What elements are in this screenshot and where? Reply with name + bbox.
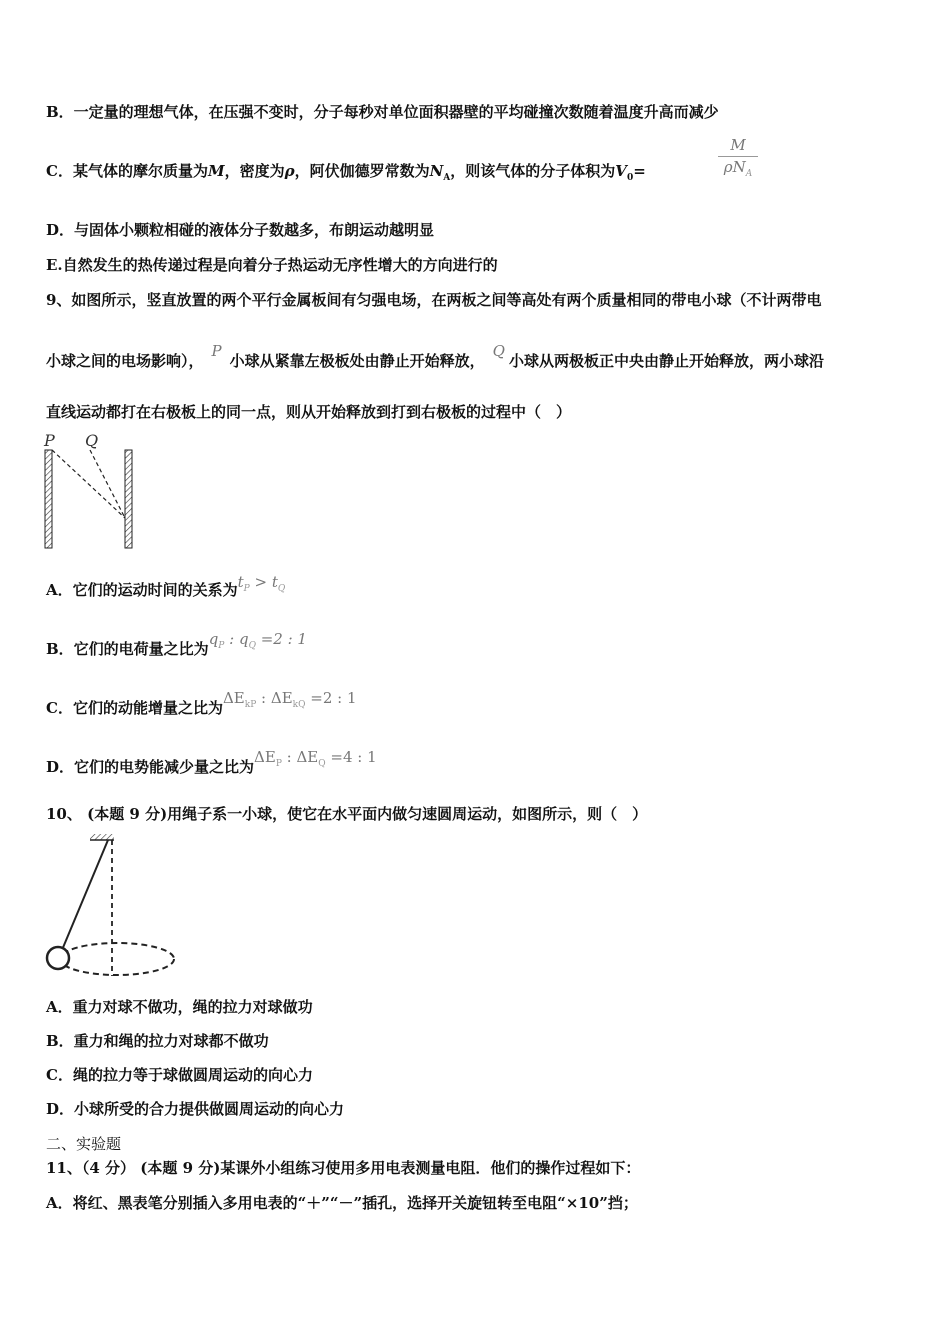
var-NA: N <box>429 162 444 180</box>
equals-sign: = <box>633 162 646 180</box>
frac-A-sub: A <box>745 169 753 179</box>
question-10-stem: 10、 (本题 9 分)用绳子系一小球，使它在水平面内做匀速圆周运动，如图所示，则（ ） <box>46 805 648 823</box>
fig-label-p: P <box>44 431 55 450</box>
option-9b <box>46 630 307 666</box>
frac-rho: ρ <box>723 158 733 176</box>
var-rho: ρ <box>284 162 295 180</box>
section-heading-experiment: 二、实验题 <box>46 1135 122 1153</box>
option-9a <box>46 573 286 607</box>
fig-label-q: Q <box>85 431 99 450</box>
question-11-stem: 11、（4 分） (本题 9 分)某课外小组练习使用多用电表测量电阻．他们的操作过程如下： <box>46 1159 641 1177</box>
option-9b-formula: $q_P$ : $q_Q =2$ : 1 <box>208 630 307 651</box>
circular-path <box>60 943 174 975</box>
fraction-m-over-rho-na <box>718 136 758 184</box>
option-8c-text-c: ，阿伏伽德罗常数为 <box>294 162 430 180</box>
option-8c-text-b: ，密度为 <box>224 162 285 180</box>
option-9d-text: D．它们的电势能减少量之比为 <box>46 758 255 776</box>
option-10b: B．重力和绳的拉力对球都不做功 <box>46 1032 269 1050</box>
option-9c <box>46 689 357 725</box>
right-plate <box>125 450 132 548</box>
question-9-line1: 9、如图所示，竖直放置的两个平行金属板间有匀强电场，在两板之间等高处有两个质量相同的带电小球（不计两带电 <box>46 291 822 309</box>
fraction-numerator: M <box>730 136 746 154</box>
var-V0-sub: 0 <box>626 173 634 183</box>
var-Q: Q <box>492 342 505 360</box>
option-10a: A．重力对球不做功，绳的拉力对球做功 <box>46 998 313 1016</box>
question-11-step-a: A．将红、黑表笔分别插入多用电表的“＋”“－”插孔，选择开关旋钮转至电阻“×10”挡； <box>46 1194 638 1212</box>
q9-line2-c: 小球从两极板正中央由静止开始释放，两小球沿 <box>508 352 824 370</box>
frac-N: N <box>732 158 746 176</box>
var-V0: V <box>615 162 627 180</box>
option-9c-formula: $\Delta E_{kP}$ : $\Delta E_{kQ} =2$ : 1 <box>222 689 357 710</box>
option-8c <box>46 161 646 188</box>
var-M: M <box>207 162 225 180</box>
question-9-line2 <box>46 342 824 371</box>
option-9a-formula: $t_P > t_Q$ <box>237 573 286 594</box>
q9-line2-a: 小球之间的电场影响）， <box>46 352 204 370</box>
path-p <box>52 450 125 518</box>
string <box>62 840 108 950</box>
option-10c: C．绳的拉力等于球做圆周运动的向心力 <box>46 1066 313 1084</box>
option-9a-text: A．它们的运动时间的关系为 <box>46 581 238 599</box>
figure-parallel-plates <box>40 430 150 552</box>
left-plate <box>45 450 52 548</box>
path-q <box>90 450 125 518</box>
option-9c-text: C．它们的动能增量之比为 <box>46 699 223 717</box>
option-9b-text: B．它们的电荷量之比为 <box>46 640 209 658</box>
var-P: P <box>211 342 222 360</box>
option-8b: B．一定量的理想气体，在压强不变时，分子每秒对单位面积器壁的平均碰撞次数随着温度升高而减少 <box>46 103 719 121</box>
var-NA-sub: A <box>443 173 451 183</box>
option-8e: E.自然发生的热传递过程是向着分子热运动无序性增大的方向进行的 <box>46 256 498 274</box>
option-8c-text-a: C．某气体的摩尔质量为 <box>46 162 208 180</box>
ceiling-support <box>90 834 114 840</box>
q9-line2-b: 小球从紧靠左极板处由静止开始释放， <box>229 352 485 370</box>
option-8d: D．与固体小颗粒相碰的液体分子数越多，布朗运动越明显 <box>46 221 435 239</box>
option-10d: D．小球所受的合力提供做圆周运动的向心力 <box>46 1100 345 1118</box>
option-8c-text-d: ，则该气体的分子体积为 <box>450 162 616 180</box>
option-9d-formula: $\Delta E_P$ : $\Delta E_Q =4$ : 1 <box>254 748 377 769</box>
ball <box>47 947 69 969</box>
figure-conical-pendulum <box>42 830 182 980</box>
option-9d <box>46 748 377 784</box>
question-9-line3: 直线运动都打在右极板上的同一点，则从开始释放到打到右极板的过程中（ ） <box>46 403 572 421</box>
fraction-denominator <box>718 157 758 184</box>
